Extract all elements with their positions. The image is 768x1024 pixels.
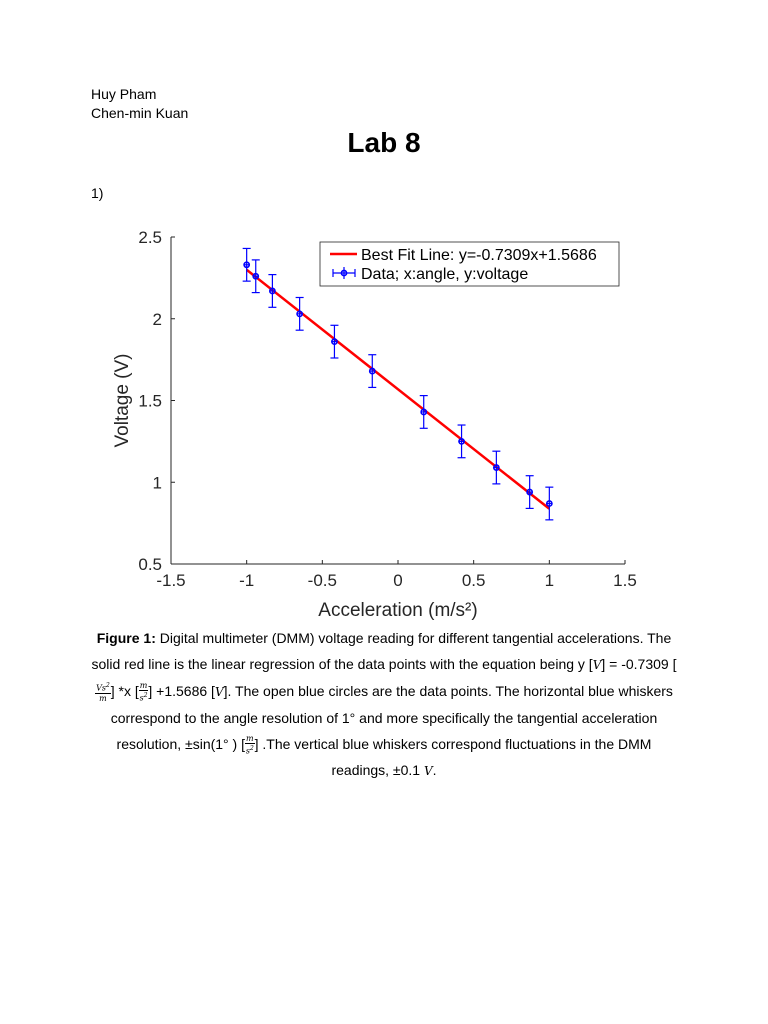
best-fit-line [247,270,550,509]
y-tick-label: 2 [152,309,162,329]
author-name: Chen-min Kuan [91,105,189,121]
caption-text: ] .The vertical blue whiskers correspond fluctuations in the DMM readings, ±0.1 [254,736,652,778]
y-tick-label: 2.5 [138,228,162,247]
x-tick-label: 0 [393,571,403,590]
x-tick-label: -1 [239,571,255,590]
y-tick-label: 0.5 [138,555,162,574]
y-tick-label: 1 [152,473,162,493]
data-point [243,248,251,281]
data-point [420,396,428,429]
data-point [492,451,500,484]
unit-fraction [95,681,111,703]
data-point [296,297,304,330]
x-tick-label: 1.5 [613,571,637,590]
question-number: 1) [91,185,104,201]
unit-symbol: V [214,685,224,699]
y-axis-label: Voltage (V) [112,353,133,448]
fraction-exponent: 2 [143,692,148,700]
fraction-exponent: 2 [249,745,254,753]
data-point [458,425,466,458]
y-tick-label: 1.5 [138,391,162,411]
fraction-numerator: Vs [96,684,106,694]
fraction-numerator: m [139,681,148,691]
page-title: Lab 8 [347,127,421,158]
figure-label: Figure 1: [96,630,156,646]
fraction-denominator: s [245,747,250,757]
unit-fraction [245,734,255,756]
data-point [526,476,534,509]
fraction-denominator: s [139,694,144,704]
unit-symbol: V [592,658,602,672]
x-tick-label: -0.5 [307,571,337,590]
x-tick-label: -1.5 [156,571,186,590]
x-tick-label: 1 [544,571,555,590]
unit-symbol: V [423,764,433,778]
fraction-denominator: m [99,694,107,704]
caption-text: ] *x [ [110,683,139,699]
fraction-exponent: 2 [105,682,110,690]
caption-text: ]. The open blue circles are the data points. The horizontal blue whiskers correspond to the angle resolution of 1° and more specifically the tangential acceleration resolution, ±sin(1° ) [ [110,683,673,752]
caption-text: ] = -0.7309 [ [601,656,677,672]
legend [320,242,619,286]
legend-data-label: Data; x:angle, y:voltage [361,266,529,283]
author-name: Huy Pham [91,86,157,102]
legend-fit-label: Best Fit Line: y=-0.7309x+1.5686 [361,247,597,264]
data-point [330,325,338,358]
caption-text: ] +1.5686 [ [148,683,215,699]
figure-caption [90,625,678,784]
data-point [252,260,260,293]
x-tick-label: 0.5 [461,571,486,590]
caption-text: Digital multimeter (DMM) voltage reading for different tangential accelerations. The solid red line is the linear regression of the data points with the equation being y [ [91,630,672,672]
x-axis-label: Acceleration (m/s²) [318,600,478,621]
fraction-numerator: m [246,734,254,744]
data-point [268,275,276,308]
data-point [368,355,376,388]
data-point [545,487,553,520]
caption-text: . [432,762,437,778]
unit-fraction [139,681,149,703]
